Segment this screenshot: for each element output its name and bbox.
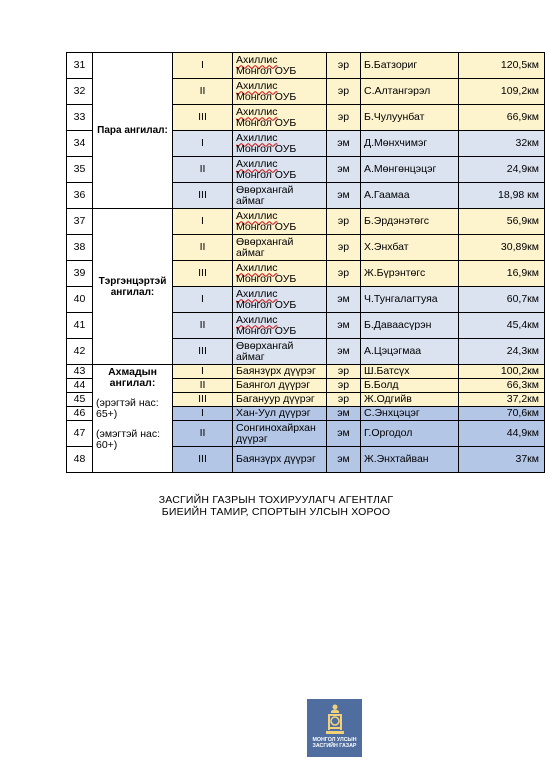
place-cell: III: [173, 393, 233, 407]
athlete-name-cell: С.Энхцэцэг: [361, 407, 459, 421]
place-cell: III: [173, 105, 233, 131]
club-cell: Өвөрхангай аймаг: [233, 183, 327, 209]
sex-cell: эр: [327, 379, 361, 393]
results-table-body: [67, 53, 545, 473]
club-cell: Ахиллис Монгол ОУБ: [233, 157, 327, 183]
place-cell: I: [173, 209, 233, 235]
place-cell: II: [173, 235, 233, 261]
sex-cell: эм: [327, 407, 361, 421]
sex-cell: эм: [327, 339, 361, 365]
table-row: [67, 365, 545, 379]
club-cell: Баянгол дүүрэг: [233, 379, 327, 393]
athlete-name-cell: Ж.Энхтайван: [361, 447, 459, 473]
distance-cell: 60,7км: [459, 287, 545, 313]
place-cell: II: [173, 157, 233, 183]
athlete-name-cell: Д.Мөнхчимэг: [361, 131, 459, 157]
sex-cell: эм: [327, 313, 361, 339]
sex-cell: эм: [327, 287, 361, 313]
sex-cell: эм: [327, 447, 361, 473]
distance-cell: 24,9км: [459, 157, 545, 183]
row-number: 32: [67, 79, 93, 105]
club-cell: Ахиллис Монгол ОУБ: [233, 53, 327, 79]
sex-cell: эр: [327, 53, 361, 79]
athlete-name-cell: Ж.Одгийв: [361, 393, 459, 407]
sex-cell: эм: [327, 183, 361, 209]
place-cell: III: [173, 447, 233, 473]
age-note-female: (эмэгтэй нас: 60+): [96, 428, 161, 451]
row-number: 43: [67, 365, 93, 379]
athlete-name-cell: Б.Эрдэнэтөгс: [361, 209, 459, 235]
athlete-name-cell: Ч.Тунгалагтуяа: [361, 287, 459, 313]
club-cell: Өвөрхангай аймаг: [233, 235, 327, 261]
club-cell: Баянзүрх дүүрэг: [233, 365, 327, 379]
place-cell: II: [173, 79, 233, 105]
sex-cell: эр: [327, 235, 361, 261]
athlete-name-cell: А.Гаамаа: [361, 183, 459, 209]
club-cell: Сонгинохайрхан дүүрэг: [233, 421, 327, 447]
distance-cell: 16,9км: [459, 261, 545, 287]
club-cell: Ахиллис Монгол ОУБ: [233, 261, 327, 287]
sex-cell: эм: [327, 157, 361, 183]
athlete-name-cell: А.Цэцэгмаа: [361, 339, 459, 365]
row-number: 47: [67, 421, 93, 447]
club-cell: Ахиллис Монгол ОУБ: [233, 209, 327, 235]
emblem-line-1: МОНГОЛ УЛСЫН: [312, 737, 357, 743]
distance-cell: 66,9км: [459, 105, 545, 131]
sex-cell: эр: [327, 79, 361, 105]
emblem-line-2: ЗАСГИЙН ГАЗАР: [312, 743, 357, 749]
row-number: 48: [67, 447, 93, 473]
place-cell: I: [173, 287, 233, 313]
place-cell: III: [173, 183, 233, 209]
distance-cell: 18,98 км: [459, 183, 545, 209]
row-number: 45: [67, 393, 93, 407]
category-para: [93, 53, 173, 209]
distance-cell: 56,9км: [459, 209, 545, 235]
sex-cell: эр: [327, 105, 361, 131]
club-cell: Ахиллис Монгол ОУБ: [233, 287, 327, 313]
distance-cell: 24,3км: [459, 339, 545, 365]
row-number: 38: [67, 235, 93, 261]
place-cell: I: [173, 53, 233, 79]
distance-cell: 109,2км: [459, 79, 545, 105]
place-cell: II: [173, 379, 233, 393]
club-cell: Багануур дүүрэг: [233, 393, 327, 407]
distance-cell: 37,2км: [459, 393, 545, 407]
place-cell: III: [173, 261, 233, 287]
place-cell: I: [173, 407, 233, 421]
club-cell: Ахиллис Монгол ОУБ: [233, 79, 327, 105]
sex-cell: эм: [327, 421, 361, 447]
footer-line-1: ЗАСГИЙН ГАЗРЫН ТОХИРУУЛАГЧ АГЕНТЛАГ: [158, 494, 394, 506]
government-emblem: [307, 699, 362, 757]
row-number: 41: [67, 313, 93, 339]
category-label: Пара ангилал:: [97, 125, 168, 136]
row-number: 34: [67, 131, 93, 157]
footer-organization: [0, 494, 552, 518]
athlete-name-cell: Б.Болд: [361, 379, 459, 393]
row-number: 33: [67, 105, 93, 131]
row-number: 44: [67, 379, 93, 393]
sex-cell: эр: [327, 261, 361, 287]
place-cell: III: [173, 339, 233, 365]
place-cell: I: [173, 365, 233, 379]
category-label: Ахмадын ангилал:: [108, 366, 157, 389]
distance-cell: 32км: [459, 131, 545, 157]
distance-cell: 70,6км: [459, 407, 545, 421]
club-cell: Ахиллис Монгол ОУБ: [233, 105, 327, 131]
athlete-name-cell: Б.Даваасүрэн: [361, 313, 459, 339]
distance-cell: 66,3км: [459, 379, 545, 393]
category-ahmad: [93, 365, 173, 473]
athlete-name-cell: Б.Батзориг: [361, 53, 459, 79]
place-cell: II: [173, 313, 233, 339]
sex-cell: эм: [327, 131, 361, 157]
row-number: 39: [67, 261, 93, 287]
table-row: [67, 53, 545, 79]
age-note-male: (эрэгтэй нас: 65+): [96, 397, 159, 420]
club-cell: Хан-Уул дүүрэг: [233, 407, 327, 421]
distance-cell: 100,2км: [459, 365, 545, 379]
results-table: [66, 52, 545, 473]
place-cell: II: [173, 421, 233, 447]
soyombo-emblem-icon: [322, 703, 348, 737]
athlete-name-cell: С.Алтангэрэл: [361, 79, 459, 105]
club-cell: Өвөрхангай аймаг: [233, 339, 327, 365]
athlete-name-cell: Ж.Бүрэнтөгс: [361, 261, 459, 287]
table-row: [67, 209, 545, 235]
distance-cell: 37км: [459, 447, 545, 473]
distance-cell: 120,5км: [459, 53, 545, 79]
row-number: 36: [67, 183, 93, 209]
sex-cell: эр: [327, 365, 361, 379]
category-label: Тэргэнцэртэй ангилал:: [98, 275, 167, 298]
sex-cell: эр: [327, 393, 361, 407]
category-tergen: [93, 209, 173, 365]
athlete-name-cell: А.Мөнгөнцэцэг: [361, 157, 459, 183]
row-number: 40: [67, 287, 93, 313]
athlete-name-cell: Б.Чулуунбат: [361, 105, 459, 131]
distance-cell: 44,9км: [459, 421, 545, 447]
club-cell: Ахиллис Монгол ОУБ: [233, 313, 327, 339]
footer-line-2: БИЕИЙН ТАМИР, СПОРТЫН УЛСЫН ХОРОО: [161, 506, 391, 518]
row-number: 42: [67, 339, 93, 365]
row-number: 35: [67, 157, 93, 183]
row-number: 37: [67, 209, 93, 235]
distance-cell: 30,89км: [459, 235, 545, 261]
row-number: 46: [67, 407, 93, 421]
distance-cell: 45,4км: [459, 313, 545, 339]
row-number: 31: [67, 53, 93, 79]
club-cell: Ахиллис Монгол ОУБ: [233, 131, 327, 157]
place-cell: I: [173, 131, 233, 157]
athlete-name-cell: Х.Энхбат: [361, 235, 459, 261]
athlete-name-cell: Ш.Батсүх: [361, 365, 459, 379]
club-cell: Баянзүрх дүүрэг: [233, 447, 327, 473]
sex-cell: эр: [327, 209, 361, 235]
athlete-name-cell: Г.Оргодол: [361, 421, 459, 447]
